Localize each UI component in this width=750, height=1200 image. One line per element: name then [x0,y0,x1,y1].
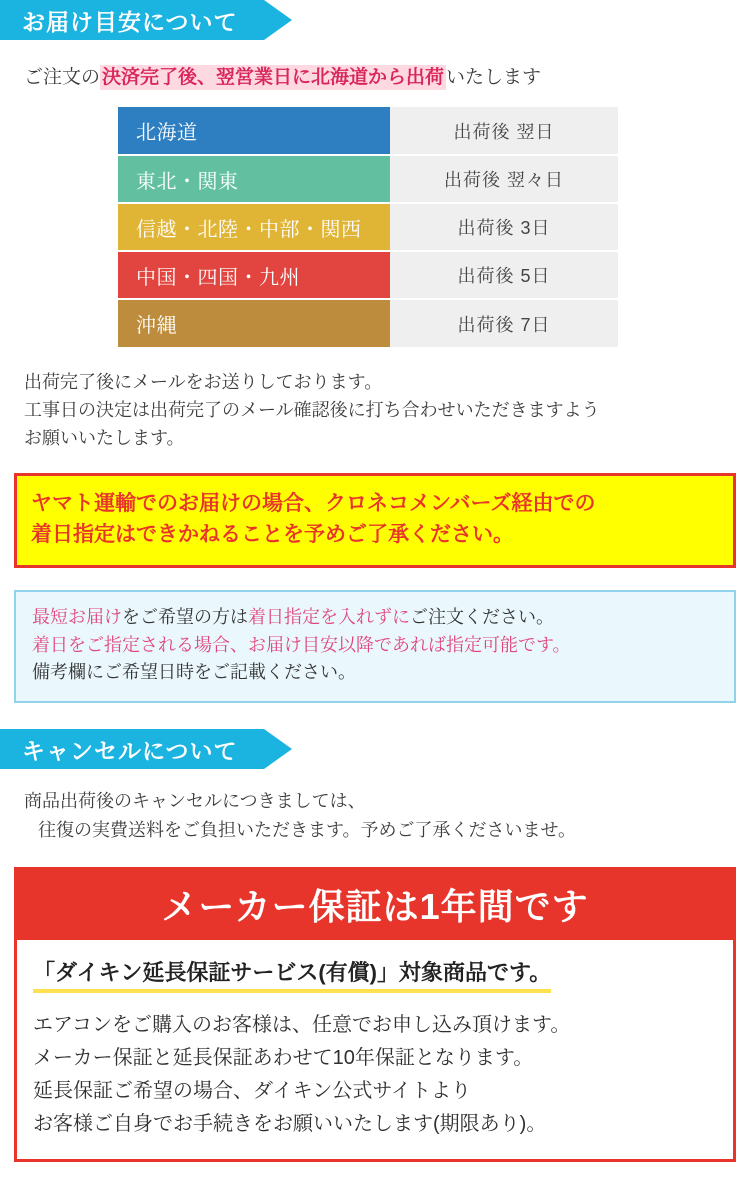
delivery-heading-label: お届け目安について [22,8,238,35]
blue-note-line-2 [32,632,718,660]
delivery-notes [0,347,750,453]
yamato-warning-line: 着日指定はできかねることを予めご了承ください。 [31,523,514,547]
days-cell: 出荷後 翌日 [390,107,618,155]
blue-note-line-3 [32,659,718,687]
cancel-note-line: 商品出荷後のキャンセルにつきましては、 [24,791,366,812]
blue-note-line-1 [32,604,718,632]
blue-note-seg: 最短お届け [32,606,122,627]
delivery-heading-bar [0,0,264,40]
warranty-box [14,867,736,1162]
region-cell: 沖縄 [118,299,390,347]
table-row [118,107,618,155]
region-cell: 北海道 [118,107,390,155]
warranty-body [17,940,733,1159]
table-row [118,203,618,251]
lead-prefix: ご注文の [24,67,101,88]
blue-note-seg: 着日をご指定される場合、 [32,634,248,655]
table-row [118,155,618,203]
warranty-detail-line: メーカー保証と延長保証あわせて10年保証となります。 [33,1046,534,1069]
date-designation-note-box [14,590,736,704]
delivery-note-line: 工事日の決定は出荷完了のメール確認後に打ち合わせいただきますよう [24,399,600,420]
blue-note-seg: 着日指定を入れずに [248,606,410,627]
warranty-subtitle-wrap [33,956,717,993]
cancel-note-line: 往復の実費送料をご負担いただきます。予めご了承くださいませ。 [38,820,577,841]
days-cell: 出荷後 3日 [390,203,618,251]
lead-highlight: 決済完了後、翌営業日に北海道から出荷 [102,67,445,88]
delivery-table [118,107,618,347]
cancel-heading-label: キャンセルについて [22,737,238,764]
region-cell: 中国・四国・九州 [118,251,390,299]
days-cell: 出荷後 翌々日 [390,155,618,203]
delivery-note-line: 出荷完了後にメールをお送りしております。 [24,372,383,392]
warranty-title-bar [17,870,733,940]
yamato-warning-box [14,473,736,568]
warranty-detail-lines [33,1009,717,1141]
days-cell: 出荷後 5日 [390,251,618,299]
warranty-detail-line: お客様ご自身でお手続きをお願いいたします(期限あり)。 [33,1112,547,1135]
cancel-notes [0,769,750,845]
cancel-section-heading [0,729,750,769]
delivery-note-line: お願いいたします。 [24,427,185,448]
warranty-detail-line: 延長保証ご希望の場合、ダイキン公式サイトより [33,1079,471,1102]
blue-note-seg: お届け目安以降であれば指定可能です。 [248,634,571,655]
table-row [118,251,618,299]
delivery-section-heading [0,0,750,40]
warranty-title: メーカー保証は1年間です [161,886,589,928]
table-row [118,299,618,347]
delivery-table-wrap [118,107,618,347]
delivery-lead-text [0,40,750,89]
region-cell: 東北・関東 [118,155,390,203]
cancel-heading-bar [0,729,264,769]
warranty-detail-line: エアコンをご購入のお客様は、任意でお申し込み頂けます。 [33,1013,571,1036]
blue-note-seg: をご希望の方は [122,606,248,627]
warranty-subtitle: 「ダイキン延長保証サービス(有償)」対象商品です。 [33,956,551,993]
blue-note-seg: ご注文ください。 [410,606,554,627]
blue-note-seg: 備考欄にご希望日時をご記載ください。 [32,662,356,683]
yamato-warning-line: ヤマト運輸でのお届けの場合、クロネコメンバーズ経由での [31,491,596,515]
region-cell: 信越・北陸・中部・関西 [118,203,390,251]
days-cell: 出荷後 7日 [390,299,618,347]
lead-suffix: いたします [446,67,542,88]
